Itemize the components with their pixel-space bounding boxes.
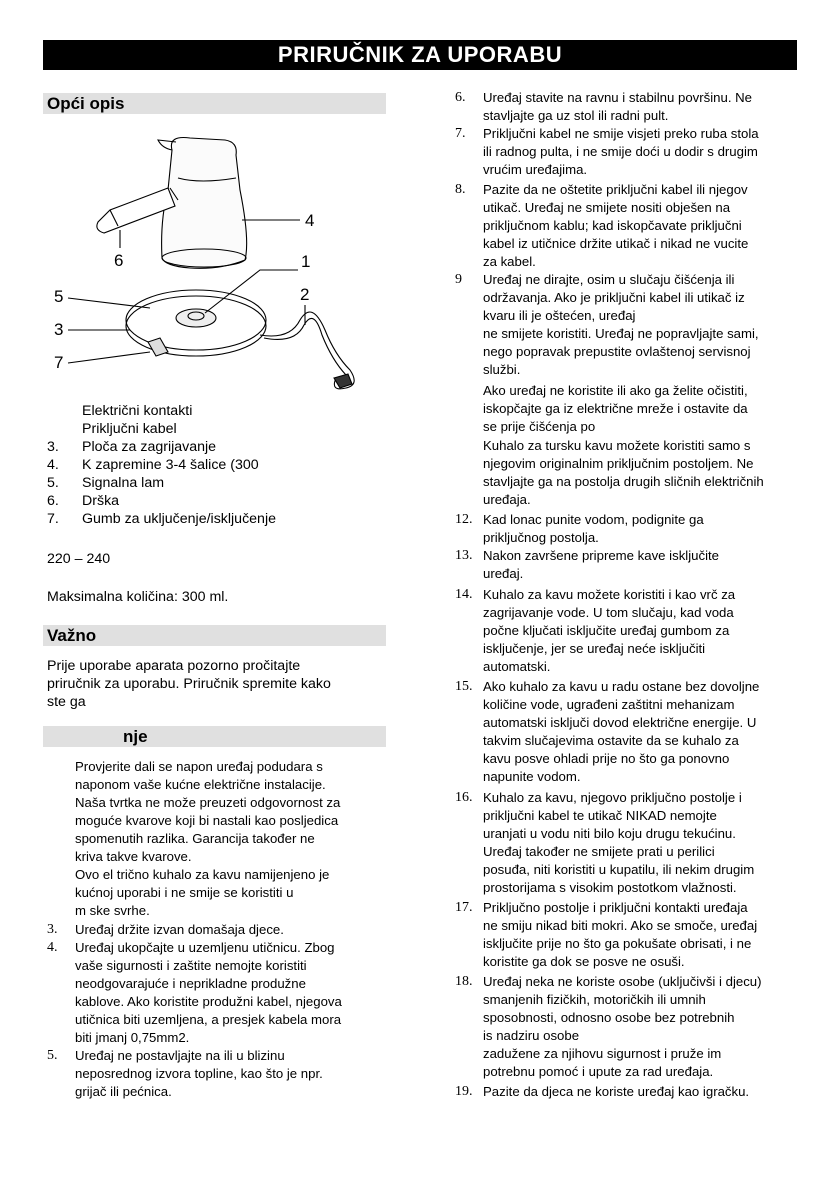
instruction-line: Kuhalo za kavu možete koristiti i kao vrč za bbox=[483, 587, 736, 602]
warning-line: kućnoj uporabi i ne smije se koristiti u bbox=[75, 885, 294, 900]
part-label: K zapremine 3-4 šalice (300 bbox=[82, 457, 259, 473]
warning-line: Uređaj ukopčajte u uzemljenu utičnicu. Zbog bbox=[75, 940, 335, 955]
callout-6: 6 bbox=[114, 251, 124, 270]
instruction-line: Kad lonac punite vodom, podignite ga bbox=[483, 512, 704, 527]
instruction-line: se prije čišćenja po bbox=[483, 419, 596, 434]
warnings-heading: nje bbox=[43, 726, 386, 747]
warning-line: neposrednog izvora topline, kao što je npr. bbox=[75, 1066, 323, 1081]
instruction-line: koristite ga dok se posve ne osuši. bbox=[483, 954, 685, 969]
instruction-number: 15. bbox=[455, 679, 473, 694]
instruction-line: ili radnog pulta, i ne smije doći u dodir s drugim bbox=[483, 144, 758, 159]
warning-line: kablove. Ako koristite produžni kabel, njegova bbox=[75, 994, 342, 1009]
instruction-line: uređaja. bbox=[483, 492, 531, 507]
part-number: 4. bbox=[47, 457, 59, 473]
instruction-line: napunite vodom. bbox=[483, 769, 581, 784]
warning-line: utičnica biti uzemljena, a presjek kabela mora bbox=[75, 1012, 342, 1027]
instruction-line: Ako uređaj ne koristite ili ako ga želite očistiti, bbox=[483, 383, 748, 398]
warning-line: kriva takve kvarove. bbox=[75, 849, 192, 864]
instruction-number: 8. bbox=[455, 182, 466, 197]
warning-line: vaše sigurnosti i zaštite nemojte koristiti bbox=[75, 958, 307, 973]
warning-line: Naša tvrtka ne može preuzeti odgovornost za bbox=[75, 795, 341, 810]
part-label: Drška bbox=[82, 493, 120, 509]
warning-line: neodgovarajuće i neprikladne produžne bbox=[75, 976, 306, 991]
warning-line: Ovo el trično kuhalo za kavu namijenjeno je bbox=[75, 867, 330, 882]
callout-4: 4 bbox=[305, 211, 315, 230]
instruction-line: priključni kabel te utikač NIKAD nemojte bbox=[483, 808, 717, 823]
warning-number: 5. bbox=[47, 1048, 58, 1063]
instruction-line: prostorijama s visokim postotkom vlažnosti. bbox=[483, 880, 737, 895]
instruction-line: Uređaj ne dirajte, osim u slučaju čišćenja ili bbox=[483, 272, 735, 287]
instruction-line: količine vode, ugrađeni zaštitni mehanizam bbox=[483, 697, 735, 712]
voltage-spec: 220 – 240 bbox=[47, 551, 111, 567]
instruction-line: Priključno postolje i priključni kontakti uređaja bbox=[483, 900, 748, 915]
instruction-number: 14. bbox=[455, 587, 473, 602]
instruction-line: kabel iz utičnice držite utikač i nikad ne vucite bbox=[483, 236, 749, 251]
instruction-line: is nadziru osobe bbox=[483, 1028, 580, 1043]
instruction-line: zadužene za njihovu sigurnost i pruže im bbox=[483, 1046, 722, 1061]
instruction-line: održavanja. Ako je priključni kabel ili utikač iz bbox=[483, 290, 745, 305]
instruction-line: Priključni kabel ne smije visjeti preko ruba stola bbox=[483, 126, 759, 141]
instruction-line: automatski. bbox=[483, 659, 551, 674]
instruction-line: Uređaj također ne smijete prati u perilici bbox=[483, 844, 715, 859]
instruction-line: Pazite da djeca ne koriste uređaj kao igračku. bbox=[483, 1084, 750, 1099]
max-amount-spec: Maksimalna količina: 300 ml. bbox=[47, 589, 229, 605]
instruction-line: kvaru ili je oštećen, uređaj bbox=[483, 308, 636, 323]
instruction-number: 13. bbox=[455, 548, 473, 563]
instruction-number: 17. bbox=[455, 900, 473, 915]
callout-2: 2 bbox=[300, 285, 310, 304]
instruction-line: isključenje, jer se uređaj neće isključiti bbox=[483, 641, 706, 656]
instruction-line: ne smijete koristiti. Uređaj ne popravljajte sami, bbox=[483, 326, 759, 341]
part-number: 6. bbox=[47, 493, 59, 509]
instruction-line: stavljajte ga na postolja drugih sličnih električnih bbox=[483, 474, 764, 489]
instruction-line: takvim slučajevima ostavite da se kuhalo za bbox=[483, 733, 739, 748]
instruction-line: službi. bbox=[483, 362, 521, 377]
callout-3: 3 bbox=[54, 320, 64, 339]
instruction-line: iskopčajte ga iz električne mreže i ostavite da bbox=[483, 401, 748, 416]
instruction-line: Uređaj stavite na ravnu i stabilnu površinu. Ne bbox=[483, 90, 753, 105]
callout-5: 5 bbox=[54, 287, 64, 306]
warning-line: Provjerite dali se napon uređaj podudara s bbox=[75, 759, 323, 774]
instruction-line: priključnom kablu; kad iskopčavate priključni bbox=[483, 218, 742, 233]
instruction-line: utikač. Uređaj ne smijete nositi obješen na bbox=[483, 200, 731, 215]
instruction-line: Kuhalo za kavu, njegovo priključno postolje i bbox=[483, 790, 742, 805]
part-label: Priključni kabel bbox=[82, 421, 177, 437]
instruction-line: ne smiju nikad biti mokri. Ako se smoče, uređaj bbox=[483, 918, 758, 933]
instruction-line: Ako kuhalo za kavu u radu ostane bez dovoljne bbox=[483, 679, 760, 694]
part-number: 3. bbox=[47, 439, 59, 455]
part-label: Ploča za zagrijavanje bbox=[82, 439, 217, 455]
instruction-number: 9 bbox=[455, 272, 462, 287]
callout-1: 1 bbox=[301, 252, 311, 271]
warning-line: naponom vaše kućne električne instalacije. bbox=[75, 777, 326, 792]
instruction-line: počne ključati isključite uređaj gumbom za bbox=[483, 623, 730, 638]
instruction-line: Nakon završene pripreme kave isključite bbox=[483, 548, 720, 563]
important-text-line: priručnik za uporabu. Priručnik spremite kako bbox=[47, 676, 331, 692]
instruction-line: smanjenih fizičkih, motoričkih ili umnih bbox=[483, 992, 706, 1007]
part-label: Gumb za uključenje/isključenje bbox=[82, 511, 276, 527]
instruction-line: Kuhalo za tursku kavu možete koristiti samo s bbox=[483, 438, 751, 453]
callout-7: 7 bbox=[54, 353, 64, 372]
general-description-heading: Opći opis bbox=[43, 93, 386, 114]
warning-line: m ske svrhe. bbox=[75, 903, 150, 918]
warning-number: 4. bbox=[47, 940, 58, 955]
instruction-number: 7. bbox=[455, 126, 466, 141]
warning-line: spomenutih razlika. Garancija također ne bbox=[75, 831, 315, 846]
instruction-line: nego popravak prepustite ovlaštenoj servisnoj bbox=[483, 344, 751, 359]
part-label: Električni kontakti bbox=[82, 403, 193, 419]
instruction-number: 6. bbox=[455, 90, 466, 105]
part-number: 5. bbox=[47, 475, 59, 491]
instruction-number: 16. bbox=[455, 790, 473, 805]
instruction-line: zagrijavanje vode. U tom slučaju, kad voda bbox=[483, 605, 734, 620]
warning-line: biti jmanj 0,75mm2. bbox=[75, 1030, 190, 1045]
instruction-line: sposobnosti, odnosno osobe bez potrebnih bbox=[483, 1010, 735, 1025]
instruction-line: posuđa, niti koristiti u kupatilu, ili nekim drugim bbox=[483, 862, 755, 877]
warning-line: grijač ili pećnica. bbox=[75, 1084, 172, 1099]
warning-line: moguće kvarove koji bi nastali kao posljedica bbox=[75, 813, 339, 828]
part-label: Signalna lam bbox=[82, 475, 165, 491]
important-text-line: Prije uporabe aparata pozorno pročitajte bbox=[47, 658, 301, 674]
manual-title-banner: PRIRUČNIK ZA UPORABU bbox=[43, 40, 797, 70]
instruction-line: isključite prije no što ga pokušate obrisati, i ne bbox=[483, 936, 752, 951]
instruction-line: priključnog postolja. bbox=[483, 530, 599, 545]
instruction-number: 18. bbox=[455, 974, 473, 989]
warning-line: Uređaj držite izvan domašaja djece. bbox=[75, 922, 284, 937]
instruction-number: 19. bbox=[455, 1084, 473, 1099]
instruction-line: za kabel. bbox=[483, 254, 536, 269]
instruction-number: 12. bbox=[455, 512, 473, 527]
instruction-line: kavu posve ohladi prije no što ga ponovno bbox=[483, 751, 730, 766]
instruction-line: automatski isključi dovod električne energije. U bbox=[483, 715, 757, 730]
important-text-line: ste ga bbox=[47, 694, 86, 710]
important-heading: Važno bbox=[43, 625, 386, 646]
instruction-line: Pazite da ne oštetite priključni kabel ili njegov bbox=[483, 182, 748, 197]
instruction-line: uređaj. bbox=[483, 566, 524, 581]
instruction-line: stavljajte ga uz stol ili radni pult. bbox=[483, 108, 669, 123]
warning-line: Uređaj ne postavljajte na ili u blizinu bbox=[75, 1048, 285, 1063]
instruction-line: Uređaj neka ne koriste osobe (uključivši i djecu) bbox=[483, 974, 762, 989]
coffee-maker-diagram bbox=[50, 130, 380, 395]
instruction-line: potrebnu pomoć i upute za rad uređaja. bbox=[483, 1064, 714, 1079]
warning-number: 3. bbox=[47, 922, 58, 937]
instruction-line: uranjati u vodu niti bilo koju drugu tekućinu. bbox=[483, 826, 736, 841]
instruction-line: vrućim uređajima. bbox=[483, 162, 588, 177]
part-number: 7. bbox=[47, 511, 59, 527]
instruction-line: njegovim originalnim priključnim postoljem. Ne bbox=[483, 456, 754, 471]
